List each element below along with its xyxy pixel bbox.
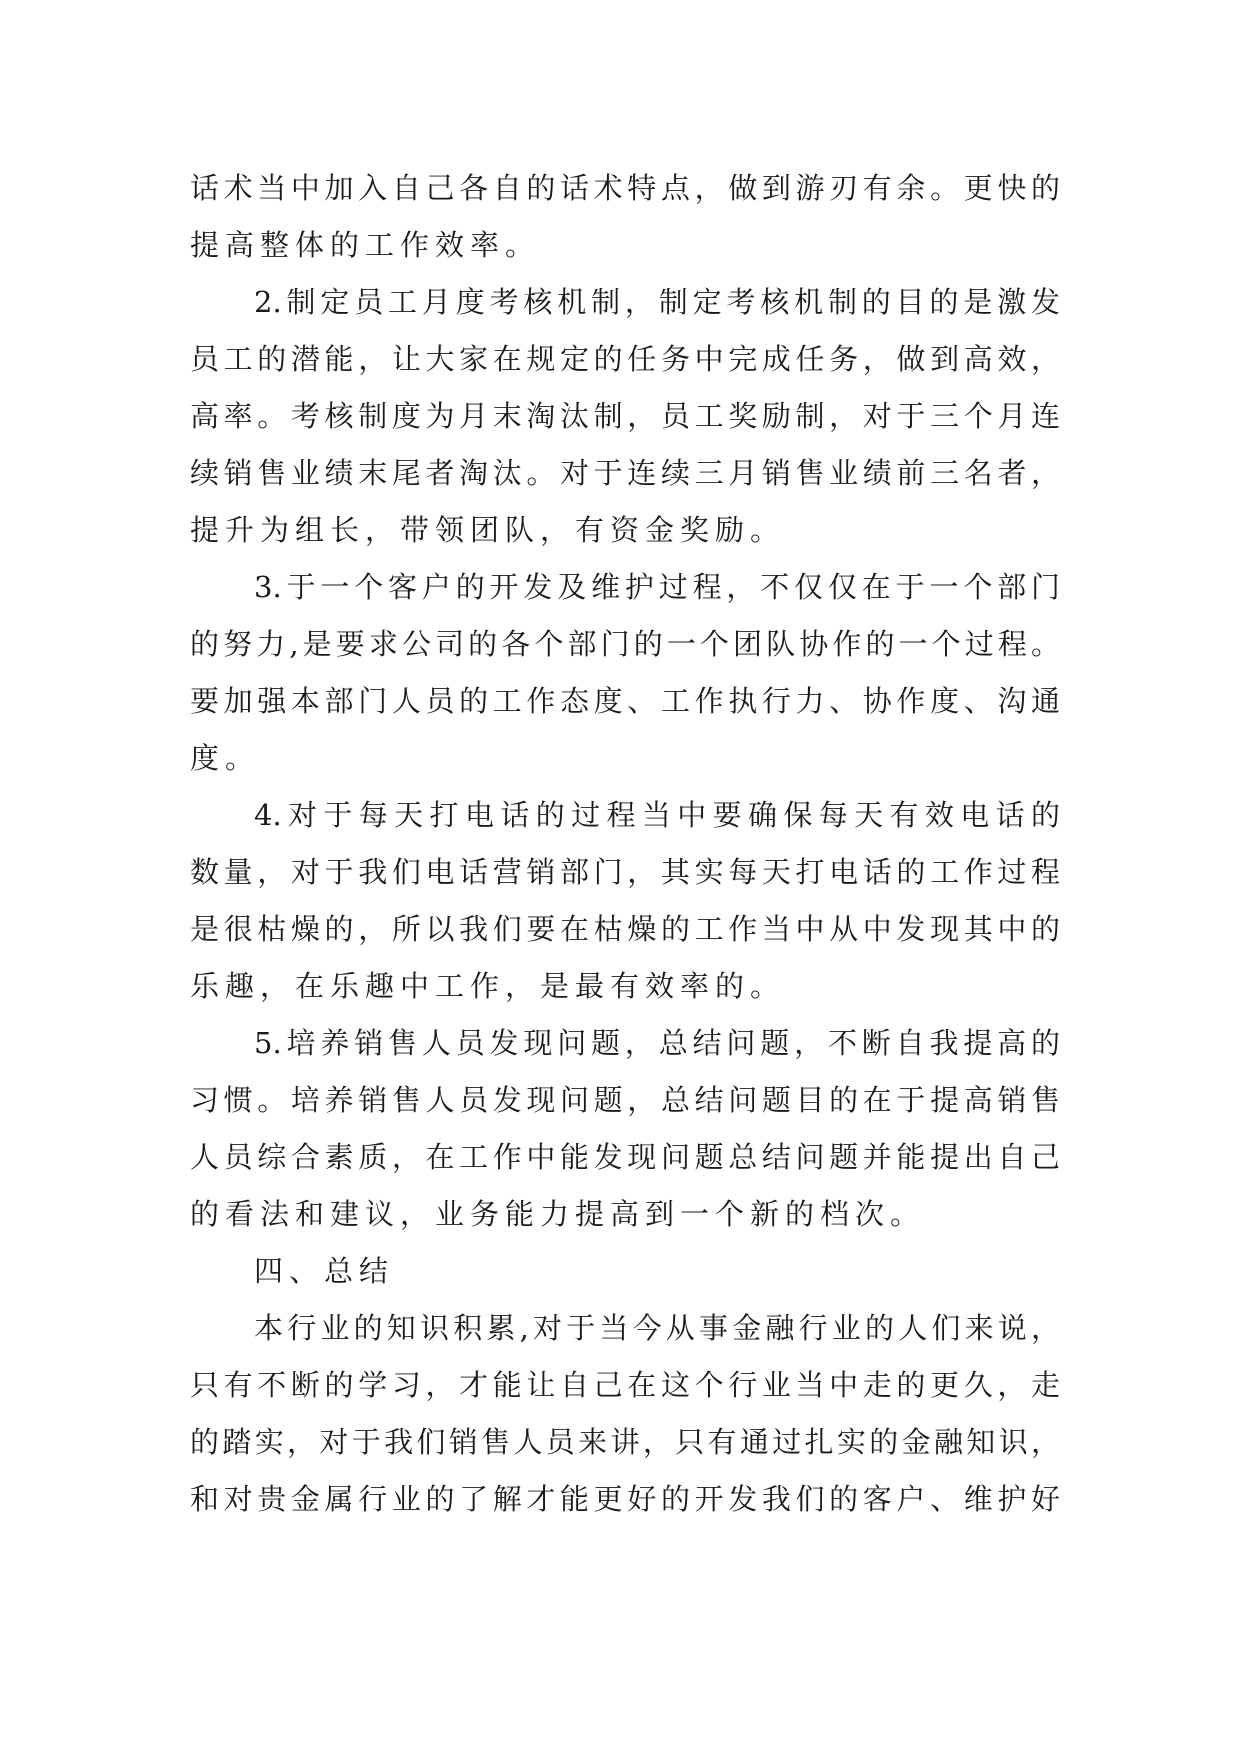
section-heading: 四、总结 [254,1254,395,1288]
summary-paragraph-start: 本行业的知识积累,对于当今从事金融行业的人们来说， [254,1311,1060,1345]
document-body [190,160,1060,1528]
text-line: 的踏实，对于我们销售人员来讲，只有通过扎实的金融知识， [190,1425,1060,1459]
text-line: 员工的潜能，让大家在规定的任务中完成任务，做到高效， [190,342,1060,376]
list-item-4-start: 4.对于每天打电话的过程当中要确保每天有效电话的 [254,798,1060,832]
text-line: 高率。考核制度为月末淘汰制，员工奖励制，对于三个月连 [190,399,1060,433]
list-item-2-start: 2.制定员工月度考核机制，制定考核机制的目的是激发 [254,285,1060,319]
text-line: 的看法和建议，业务能力提高到一个新的档次。 [190,1197,926,1231]
text-line: 只有不断的学习，才能让自己在这个行业当中走的更久，走 [190,1368,1060,1402]
text-line: 人员综合素质，在工作中能发现问题总结问题并能提出自己 [190,1140,1060,1174]
text-line: 的努力,是要求公司的各个部门的一个团队协作的一个过程。 [190,627,1060,661]
text-line: 续销售业绩末尾者淘汰。对于连续三月销售业绩前三名者， [190,456,1060,490]
text-line: 是很枯燥的，所以我们要在枯燥的工作当中从中发现其中的 [190,912,1060,946]
text-line: 要加强本部门人员的工作态度、工作执行力、协作度、沟通 [190,684,1060,718]
text-line: 提高整体的工作效率。 [190,228,541,262]
text-line: 数量，对于我们电话营销部门，其实每天打电话的工作过程 [190,855,1060,889]
text-line: 度。 [190,741,261,775]
list-item-3-start: 3.于一个客户的开发及维护过程，不仅仅在于一个部门 [254,570,1060,604]
text-line: 话术当中加入自己各自的话术特点，做到游刃有余。更快的 [190,171,1060,205]
text-line: 提升为组长，带领团队，有资金奖励。 [190,513,786,547]
text-line: 和对贵金属行业的了解才能更好的开发我们的客户、维护好 [190,1482,1060,1516]
text-line: 乐趣，在乐趣中工作，是最有效率的。 [190,969,786,1003]
list-item-5-start: 5.培养销售人员发现问题，总结问题，不断自我提高的 [254,1026,1060,1060]
text-line: 习惯。培养销售人员发现问题，总结问题目的在于提高销售 [190,1083,1060,1117]
